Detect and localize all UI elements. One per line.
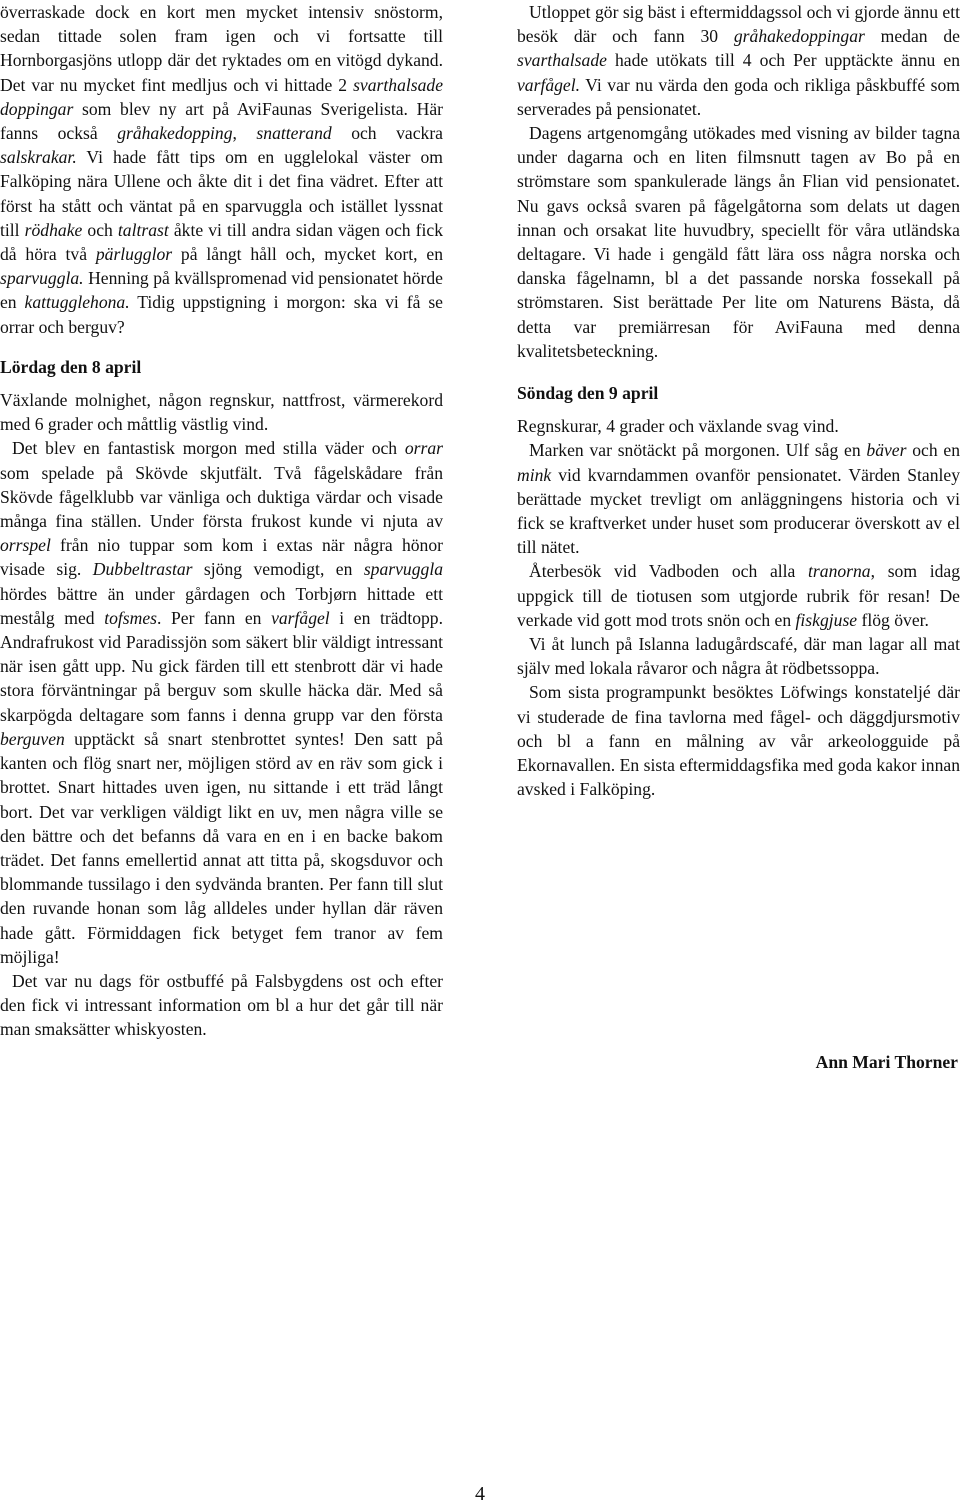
right-paragraph-1: Utloppet gör sig bäst i eftermiddagssol och vi gjorde ännu ett besök där och fann 30 gråhakedoppingar medan de svarthalsade hade utökats till 4 och Per upptäckte ännu en varfågel. Vi var nu värda den goda och rikliga påskbuffé som serverades på pensionatet.: [517, 2, 960, 119]
left-paragraph-2: Det blev en fantastisk morgon med stilla väder och orrar som spelade på Skövde skjutfält. Två fågelskådare från Skövde fågelklubb var vänliga och duktiga värdar och visade många fina ställen. Under första frukost kunde vi njuta av orrspel från nio tuppar som kom i extas när några hönor visade sig. Dubbeltrastar sjöng vemodigt, en sparvuggla hördes bättre än under gårdagen och Torbjørn hittade ett mestålg med tofsmes. Per fann en varfågel i en trädtopp. Andrafrukost vid Paradissjön som säkert blir väldigt intressant när isen gått upp. Nu gick färden till ett stenbrott där vi hade stora förväntningar på berguv som skulle häcka där. Med så skarpögda deltagare som fanns i denna grupp var den första berguven upptäckt så snart stenbrottet syntes! Den satt på kanten och flög snart ner, möjligen störd av en räv som gick i brottet. Snart hittades uven igen, nu sittande i ett träd långt bort. Det var verkligen väldigt likt en uv, men några ville se den bättre och det befanns då vara en en i en backe bakom trädet. Det fanns emellertid annat att titta på, skogsduvor och blommande tussilago i den sydvända branten. Per fann till slut den ruvande honan som låg alldeles under hyllan där räven hade gått. Förmiddagen fick betyget fem tranor av fem möjliga!: [0, 438, 443, 967]
author-signature: Ann Mari Thorner: [815, 1052, 958, 1072]
right-paragraph-4: Återbesök vid Vadboden och alla tranorna, som idag uppgick till de tiotusen som utgjorde rubrik för resan! De verkade vid gott mod trots snön och en fiskgjuse flög över.: [517, 561, 960, 630]
right-column: [517, 0, 960, 802]
page-number: 4: [475, 1483, 485, 1505]
heading-sunday: Söndag den 9 april: [517, 383, 659, 404]
left-column: [0, 0, 443, 1042]
weather-saturday: Växlande molnighet, någon regnskur, nattfrost, värmerekord med 6 grader och måttlig västlig vind.: [0, 390, 443, 435]
heading-saturday: Lördag den 8 april: [0, 356, 142, 377]
left-paragraph-1: överraskade dock en kort men mycket intensiv snöstorm, sedan tittade solen fram igen och vi fortsatte till Hornborgasjöns utlopp där det ryktades om en vitögd dykand. Det var nu mycket fint medljus och vi hittade 2 svarthalsade doppingar som blev ny art på AviFaunas Sverigelista. Här fanns också gråhakedopping, snatterand och vackra salskrakar. Vi hade fått tips om en ugglelokal väster om Falköping nära Ullene och åkte dit i det fina vädret. Efter att först ha stått och väntat på en sparvuggla och istället lyssnat till rödhake och taltrast åkte vi till andra sidan vägen och fick då höra två pärlugglor på långt håll och, mycket kort, en sparvuggla. Henning på kvällspromenad vid pensionatet hörde en kattugglehona. Tidig uppstigning i morgon: ska vi få se orrar och berguv?: [0, 2, 444, 337]
weather-sunday: Regnskurar, 4 grader och växlande svag vind.: [517, 416, 839, 437]
right-paragraph-3: Marken var snötäckt på morgonen. Ulf såg en bäver och en mink vid kvarndammen ovanför pensionatet. Värden Stanley berättade mycket trevligt om anläggningens historia och vi fick se kraftverket under huset som producerar överskott av el till nätet.: [517, 440, 960, 558]
right-paragraph-2: Dagens artgenomgång utökades med visning av bilder tagna under dagarna och en liten filmsnutt tagen av Bo på en strömstare som spankulerade längs ån Flian vid pensionatet. Nu gavs också svaren på fågelgåtorna som delats ut dagen innan och orsakat lite huvudbry, speciellt för våra utländska deltagare. Vi hade i gengäld fått lära oss några norska och danska fågelnamn, bl a det passande norska fossekall på strömstaren. Sist berättade Per lite om Naturens Bästa, då detta var premiärresan för AviFauna med denna kvalitetsbeteckning.: [517, 123, 960, 361]
right-paragraph-6: Som sista programpunkt besöktes Löfwings konstateljé där vi studerade de fina tavlorna med fågel- och däggdjursmotiv och bl a fann en målning av vår arkeologguide på Ekornavallen. En sista eftermiddagsfika med goda kakor innan avsked i Falköping.: [517, 682, 960, 800]
right-paragraph-5: Vi åt lunch på Islanna ladugårdscafé, där man lagar all mat själv med lokala råvaror och några åt rödbetssoppa.: [517, 634, 960, 679]
left-paragraph-3: Det var nu dags för ostbuffé på Falsbygdens ost och efter den fick vi intressant information om bl a hur det går till när man smaksätter whiskyosten.: [0, 970, 443, 1040]
